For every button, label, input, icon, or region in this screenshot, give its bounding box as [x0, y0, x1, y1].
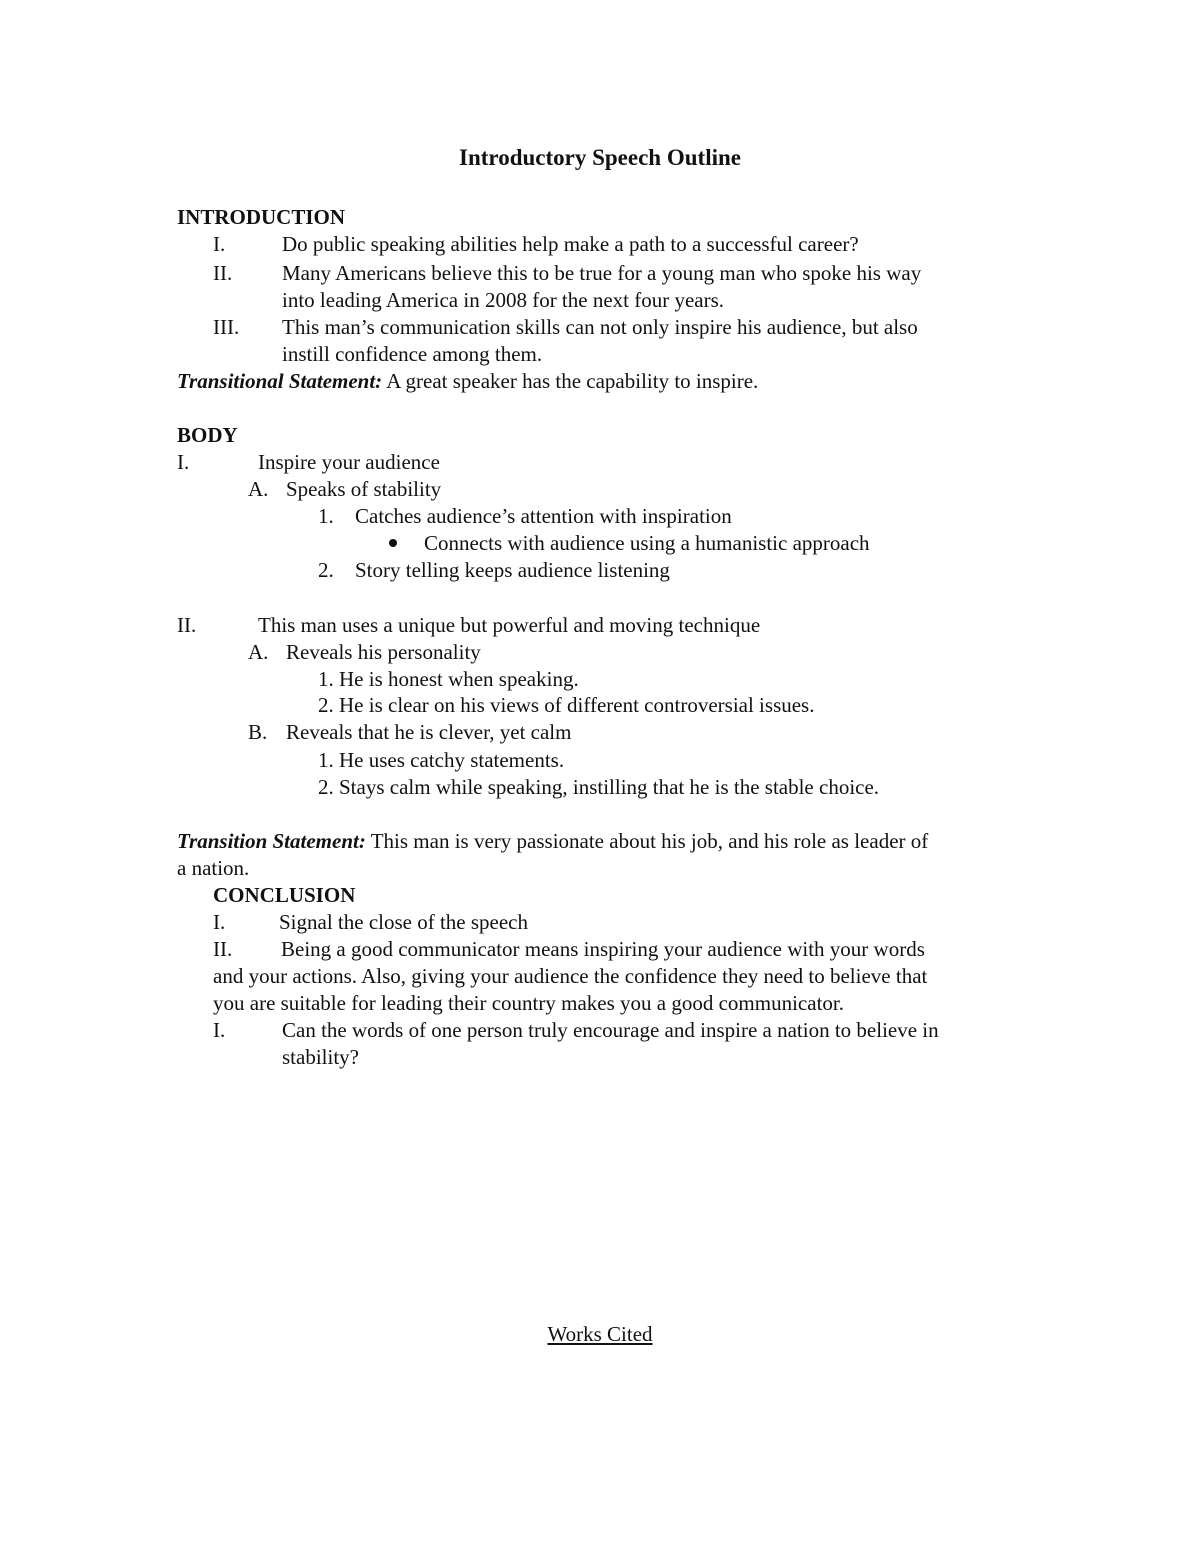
conclusion-item-text: you are suitable for leading their country makes you a good communicator.	[213, 991, 844, 1015]
transition-label: Transition Statement:	[177, 829, 366, 853]
body-subsub-num: 2.	[318, 558, 334, 582]
body-subsub-item: 2. He is clear on his views of different controversial issues.	[318, 693, 815, 717]
body-subsub-text: Story telling keeps audience listening	[355, 558, 670, 582]
conclusion-item-text: Being a good communicator means inspiring your audience with your words	[281, 937, 925, 961]
document-title: Introductory Speech Outline	[459, 145, 741, 170]
body-transition	[177, 831, 928, 852]
conclusion-item-numeral: II.	[213, 937, 233, 961]
introduction-item-numeral: III.	[213, 315, 240, 339]
body-subsub-num: 1.	[318, 504, 334, 528]
body-subsub-item: 1. He uses catchy statements.	[318, 748, 565, 772]
transition-text: This man is very passionate about his job, and his role as leader of	[365, 829, 929, 853]
transition-label: Transitional Statement:	[177, 369, 383, 393]
body-sub-letter: B.	[248, 720, 268, 744]
introduction-item-numeral: II.	[213, 261, 233, 285]
conclusion-item-text: Can the words of one person truly encourage and inspire a nation to believe in	[282, 1018, 939, 1042]
introduction-item-text: instill confidence among them.	[282, 342, 543, 366]
conclusion-item-numeral: I.	[213, 910, 226, 934]
introduction-transition	[177, 371, 758, 392]
body-sub-text: Reveals that he is clever, yet calm	[286, 720, 572, 744]
conclusion-item-numeral: I.	[213, 1018, 226, 1042]
body-point-text: Inspire your audience	[258, 450, 440, 474]
introduction-heading: INTRODUCTION	[177, 205, 346, 229]
introduction-item-text: Do public speaking abilities help make a path to a successful career?	[282, 232, 859, 256]
transition-text: A great speaker has the capability to inspire.	[382, 369, 759, 393]
body-bullet-text: Connects with audience using a humanistic approach	[424, 531, 870, 555]
body-subsub-item: 1. He is honest when speaking.	[318, 667, 579, 691]
body-sub-letter: A.	[248, 640, 269, 664]
introduction-item-text: Many Americans believe this to be true for a young man who spoke his way	[282, 261, 922, 285]
bullet-icon	[389, 539, 397, 547]
conclusion-heading: CONCLUSION	[213, 883, 356, 907]
body-point-numeral: I.	[177, 450, 190, 474]
introduction-item-text: into leading America in 2008 for the next four years.	[282, 288, 725, 312]
body-point-numeral: II.	[177, 613, 197, 637]
conclusion-item-text: and your actions. Also, giving your audience the confidence they need to believe that	[213, 964, 928, 988]
conclusion-item-text: stability?	[282, 1045, 359, 1069]
body-heading: BODY	[177, 423, 238, 447]
body-subsub-text: Catches audience’s attention with inspiration	[355, 504, 732, 528]
works-cited-text: Works Cited	[547, 1322, 653, 1346]
body-transition-continued: a nation.	[177, 856, 250, 880]
body-sub-letter: A.	[248, 477, 269, 501]
body-sub-text: Speaks of stability	[286, 477, 442, 501]
body-subsub-item: 2. Stays calm while speaking, instilling that he is the stable choice.	[318, 775, 880, 799]
body-point-text: This man uses a unique but powerful and moving technique	[258, 613, 761, 637]
introduction-item-numeral: I.	[213, 232, 226, 256]
body-sub-text: Reveals his personality	[286, 640, 481, 664]
works-cited-heading	[0, 1324, 1200, 1345]
conclusion-item-text: Signal the close of the speech	[279, 910, 529, 934]
introduction-item-text: This man’s communication skills can not only inspire his audience, but also	[282, 315, 918, 339]
